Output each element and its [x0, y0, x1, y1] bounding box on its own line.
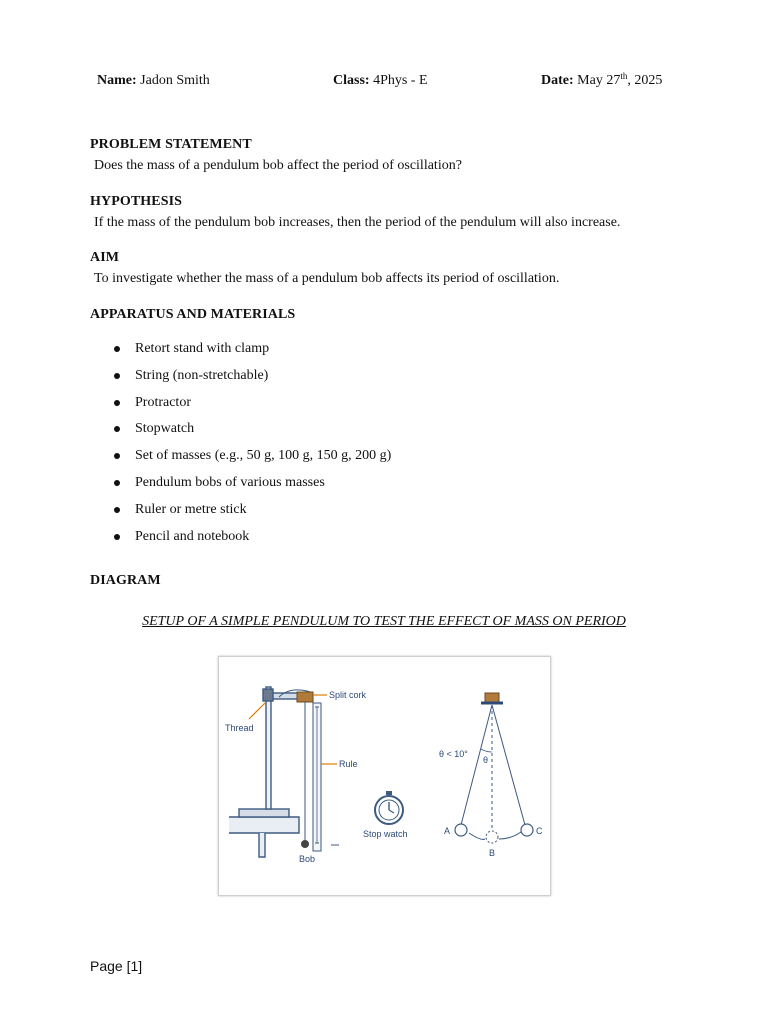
retort-stand — [229, 687, 304, 857]
list-item: Pencil and notebook — [110, 527, 391, 554]
split-cork-label: Split cork — [329, 690, 367, 700]
list-item: Retort stand with clamp — [110, 339, 391, 366]
list-item: Stopwatch — [110, 419, 391, 446]
diagram-caption: SETUP OF A SIMPLE PENDULUM TO TEST THE EFFECT OF MASS ON PERIOD — [142, 614, 626, 629]
bullet-icon — [114, 507, 120, 513]
aim-heading: AIM — [90, 250, 120, 265]
name-value: Jadon Smith — [140, 73, 210, 88]
stopwatch-icon — [375, 791, 403, 824]
date-field: Date: May 27th, 2025 — [541, 71, 663, 88]
pendulum-diagram — [218, 656, 551, 896]
problem-text: Does the mass of a pendulum bob affect the period of oscillation? — [94, 158, 462, 173]
bullet-icon — [114, 346, 120, 352]
list-item: Set of masses (e.g., 50 g, 100 g, 150 g, 200 g) — [110, 446, 391, 473]
bullet-icon — [114, 453, 120, 459]
hypothesis-heading: HYPOTHESIS — [90, 194, 183, 209]
date-suffix: th — [620, 71, 628, 81]
thread-pointer — [249, 703, 265, 719]
thread-label: Thread — [225, 723, 254, 733]
problem-heading: PROBLEM STATEMENT — [90, 137, 252, 152]
angle-label: θ < 10° — [439, 749, 468, 759]
apparatus-list — [110, 339, 391, 553]
theta-label: θ — [483, 755, 489, 765]
bob-label: Bob — [299, 854, 316, 864]
list-item: Protractor — [110, 393, 391, 420]
point-c-label: C — [536, 826, 543, 836]
list-item: Ruler or metre stick — [110, 500, 391, 527]
hypothesis-text: If the mass of the pendulum bob increases, then the period of the pendulum will also increase. — [94, 215, 621, 230]
split-cork-icon — [297, 692, 313, 702]
point-a-label: A — [444, 826, 451, 836]
bullet-icon — [114, 426, 120, 432]
bullet-icon — [114, 400, 120, 406]
apparatus-heading: APPARATUS AND MATERIALS — [90, 307, 296, 322]
name-field: Name: Jadon Smith — [97, 73, 210, 88]
point-b-label: B — [489, 848, 496, 858]
class-value: 4Phys - E — [373, 73, 428, 88]
pendulum-illustration — [219, 657, 550, 895]
aim-text: To investigate whether the mass of a pendulum bob affects its period of oscillation. — [94, 271, 560, 286]
class-field: Class: 4Phys - E — [333, 73, 428, 88]
bullet-icon — [114, 480, 120, 486]
header-row — [0, 73, 768, 93]
swing-diagram — [455, 693, 533, 843]
list-item: String (non-stretchable) — [110, 366, 391, 393]
date-day: May 27 — [577, 73, 621, 88]
bullet-icon — [114, 373, 120, 379]
date-year: , 2025 — [627, 73, 663, 88]
page-number: Page [1] — [90, 958, 143, 974]
diagram-heading: DIAGRAM — [90, 573, 161, 588]
bob-icon — [301, 840, 309, 848]
stopwatch-label: Stop watch — [363, 829, 408, 839]
list-item: Pendulum bobs of various masses — [110, 473, 391, 500]
bullet-icon — [114, 534, 120, 540]
rule-label: Rule — [339, 759, 358, 769]
